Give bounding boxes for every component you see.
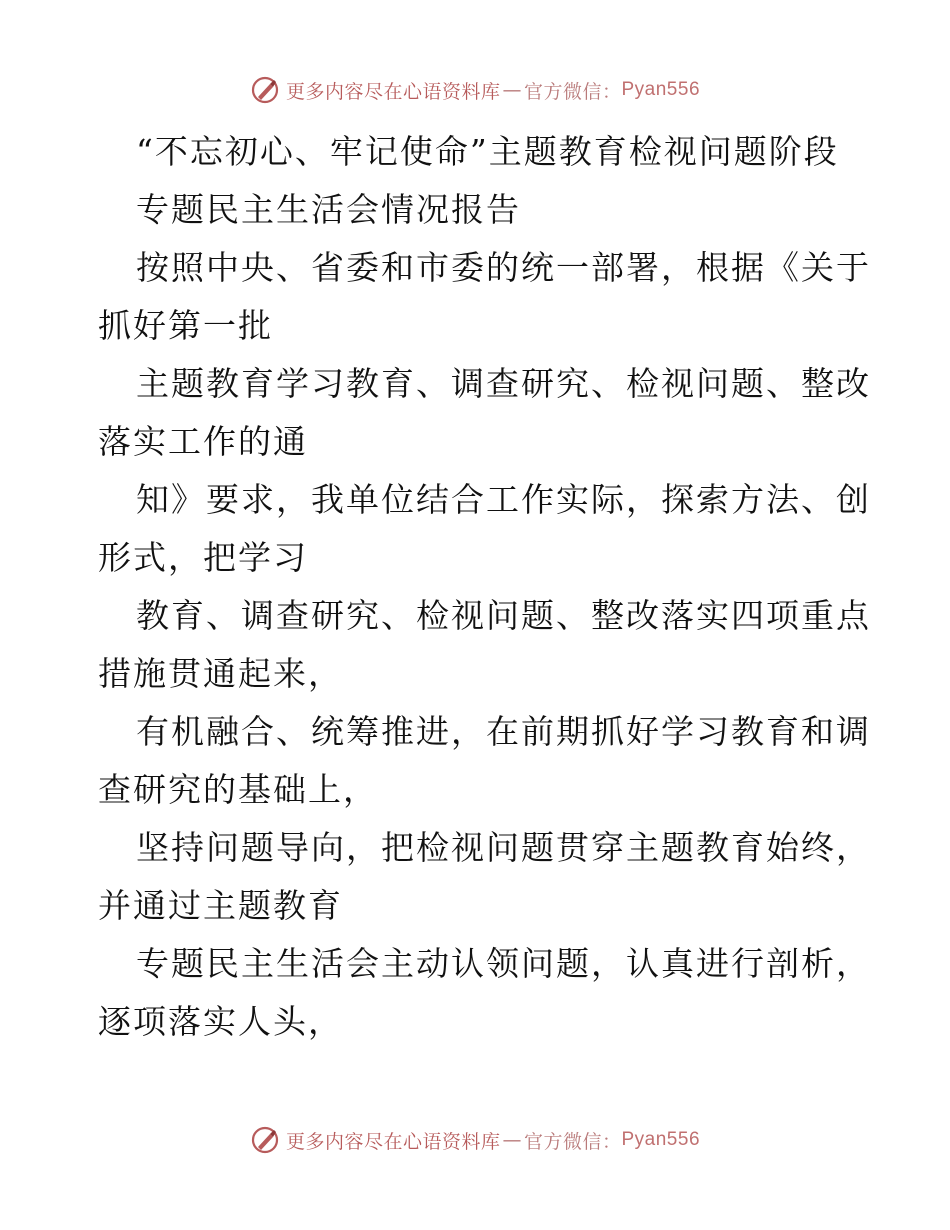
watermark-separator: — xyxy=(502,79,522,101)
doc-line: 专题民主生活会情况报告 xyxy=(136,190,521,229)
watermark-wechat-label: 官方微信： xyxy=(523,1130,622,1153)
watermark-separator: — xyxy=(502,1129,522,1151)
doc-line: 并通过主题教育 xyxy=(98,886,343,925)
doc-line: 知》要求，我单位结合工作实际，探索方法、创 xyxy=(136,480,871,519)
doc-line: 落实工作的通 xyxy=(98,422,308,461)
doc-line: “不忘初心、牢记使命”主题教育检视问题阶段 xyxy=(136,132,839,171)
header-watermark xyxy=(0,72,950,108)
watermark-wechat-label: 官方微信： xyxy=(523,80,622,103)
pen-logo-icon xyxy=(250,1125,280,1155)
watermark-wechat-id: Pyan556 xyxy=(621,1129,701,1150)
doc-line: 形式，把学习 xyxy=(98,538,308,577)
doc-line: 坚持问题导向，把检视问题贯穿主题教育始终， xyxy=(136,828,871,867)
watermark-wechat-id: Pyan556 xyxy=(621,79,701,100)
pen-logo-icon xyxy=(250,75,280,105)
watermark-main-text: 更多内容尽在心语资料库 xyxy=(285,1130,501,1153)
doc-line: 逐项落实人头， xyxy=(98,1002,343,1041)
watermark-main-text: 更多内容尽在心语资料库 xyxy=(285,80,501,103)
doc-line: 查研究的基础上， xyxy=(98,770,378,809)
doc-line: 专题民主生活会主动认领问题，认真进行剖析， xyxy=(136,944,871,983)
doc-line: 教育、调查研究、检视问题、整改落实四项重点 xyxy=(136,596,871,635)
footer-watermark xyxy=(0,1122,950,1158)
doc-line: 措施贯通起来， xyxy=(98,654,343,693)
doc-line: 主题教育学习教育、调查研究、检视问题、整改 xyxy=(136,364,871,403)
doc-line: 按照中央、省委和市委的统一部署，根据《关于 xyxy=(136,248,871,287)
document-body xyxy=(98,124,871,1052)
doc-line: 有机融合、统筹推进，在前期抓好学习教育和调 xyxy=(136,712,871,751)
doc-line: 抓好第一批 xyxy=(98,306,273,345)
